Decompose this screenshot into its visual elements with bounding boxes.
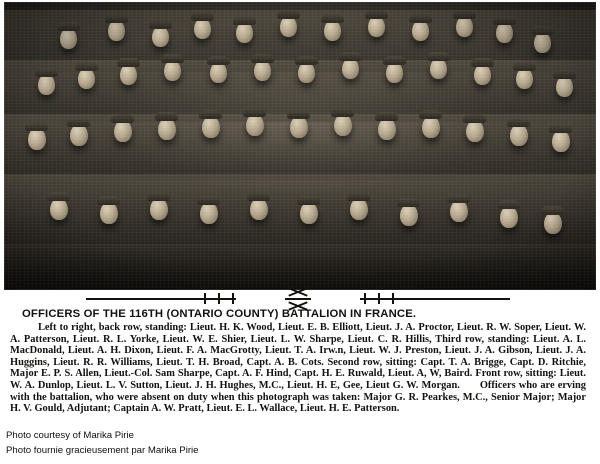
officer-head [250, 198, 268, 220]
officer-head [50, 198, 68, 220]
officer-head [516, 68, 533, 89]
officer-head [412, 20, 429, 41]
officer-head [120, 64, 137, 85]
officer-head [280, 16, 297, 37]
officer-head [290, 116, 308, 138]
divider-tick [218, 293, 220, 304]
officer-head [108, 20, 125, 41]
photo-credit-bar [0, 426, 600, 464]
decorative-divider [86, 290, 510, 308]
officer-head [60, 28, 77, 49]
officer-head [150, 198, 168, 220]
officer-head [544, 212, 562, 234]
officer-head [430, 58, 447, 79]
divider-bar-left [86, 298, 236, 300]
divider-bar-right [360, 298, 510, 300]
caption-text-absent-officers: Officers who are erving with the battalion, who were absent on duty when this photograph was taken: Major G. R. Pearkes, M.C., Senior Major; Major H. V. Gould, Adjutant; Captain A. W. Pratt, Lieut. E. L. Wallace, Lieut. H. E. Patterson. [10, 379, 586, 415]
caption-text-rows-back-third: Left to right, back row, standing: Lieut. H. K. Wood, Lieut. E. B. Elliott, Lieut. J. A. Proctor, Lieut. R. W. Soper, Lieut. W. A. Patterson, Lieut. R. L. Yorke, Lieut. W. E. Shier, Lieut. L. W. Sharpe, Lieut. C. R. Hillis, Third row, standing: Lieut. A. L. MacDonald, Lieut. A. H. Dixon, Lieut. F. A. MacGrotty, Lieut. T. A. Irw.n, Lieut. W. J. Preston, Lieut. J. A. Gibson, Lieut. J. A. Huggins, Lieut. R. R. Williams, Lieut. T. H. Broad, Capt. A. B. Cots. [10, 322, 586, 368]
group-photograph [4, 2, 596, 290]
officer-head [496, 22, 513, 43]
caption-text-front-row: Front row, sitting: Lieut. W. A. Dunlop, Lieut. L. V. Sutton, Lieut. J. H. Hughes, M.C., Lieut. H. E, Gee, Lieut G. W. Morgan. [10, 368, 586, 391]
officer-head [556, 76, 573, 97]
officer-head [342, 58, 359, 79]
officer-head [246, 114, 264, 136]
caption-text-second-row: Second row, sitting: Capt. T. A. Brigge, Capt. D. Ritchie, Major E. P. S. Allen, Lieut.-Col. Sam Sharpe, Capt. A. F. Hind, Capt. H. E. Ruwald, Lieut. A, W, Baird. [10, 356, 587, 380]
caption-paragraph [10, 322, 590, 415]
officer-head [100, 202, 118, 224]
caption-title: OFFICERS OF THE 116TH (ONTARIO COUNTY) BATTALION IN FRANCE. [22, 308, 417, 320]
officer-head [202, 116, 220, 138]
officer-head [236, 22, 253, 43]
officer-head [38, 74, 55, 95]
officer-head [28, 128, 46, 150]
caption-block [10, 308, 590, 415]
divider-tick [378, 293, 380, 304]
officer-head [114, 120, 132, 142]
officer-head [510, 124, 528, 146]
officer-head [534, 32, 551, 53]
credit-line-english: Photo courtesy of Marika Pirie [6, 430, 134, 441]
officer-head [368, 16, 385, 37]
officer-head [158, 118, 176, 140]
officer-head [324, 20, 341, 41]
officer-head [422, 116, 440, 138]
officer-head [334, 114, 352, 136]
divider-tick [232, 293, 234, 304]
officer-head [456, 16, 473, 37]
officer-head [194, 18, 211, 39]
divider-ornament-icon [264, 290, 332, 308]
officer-head [300, 202, 318, 224]
divider-tick [392, 293, 394, 304]
divider-tick [364, 293, 366, 304]
divider-tick [204, 293, 206, 304]
credit-line-french: Photo fournie gracieusement par Marika Pirie [6, 445, 199, 456]
officer-head [254, 60, 271, 81]
officer-head [70, 124, 88, 146]
officer-head [78, 68, 95, 89]
officer-head [350, 198, 368, 220]
photo-figures [4, 2, 596, 290]
officer-head [386, 62, 403, 83]
officer-head [200, 202, 218, 224]
officer-head [474, 64, 491, 85]
officer-head [400, 204, 418, 226]
officer-head [210, 62, 227, 83]
officer-head [466, 120, 484, 142]
officer-head [552, 130, 570, 152]
officer-head [152, 26, 169, 47]
officer-head [298, 62, 315, 83]
officer-head [450, 200, 468, 222]
officer-head [378, 118, 396, 140]
officer-head [164, 60, 181, 81]
officer-head [500, 206, 518, 228]
